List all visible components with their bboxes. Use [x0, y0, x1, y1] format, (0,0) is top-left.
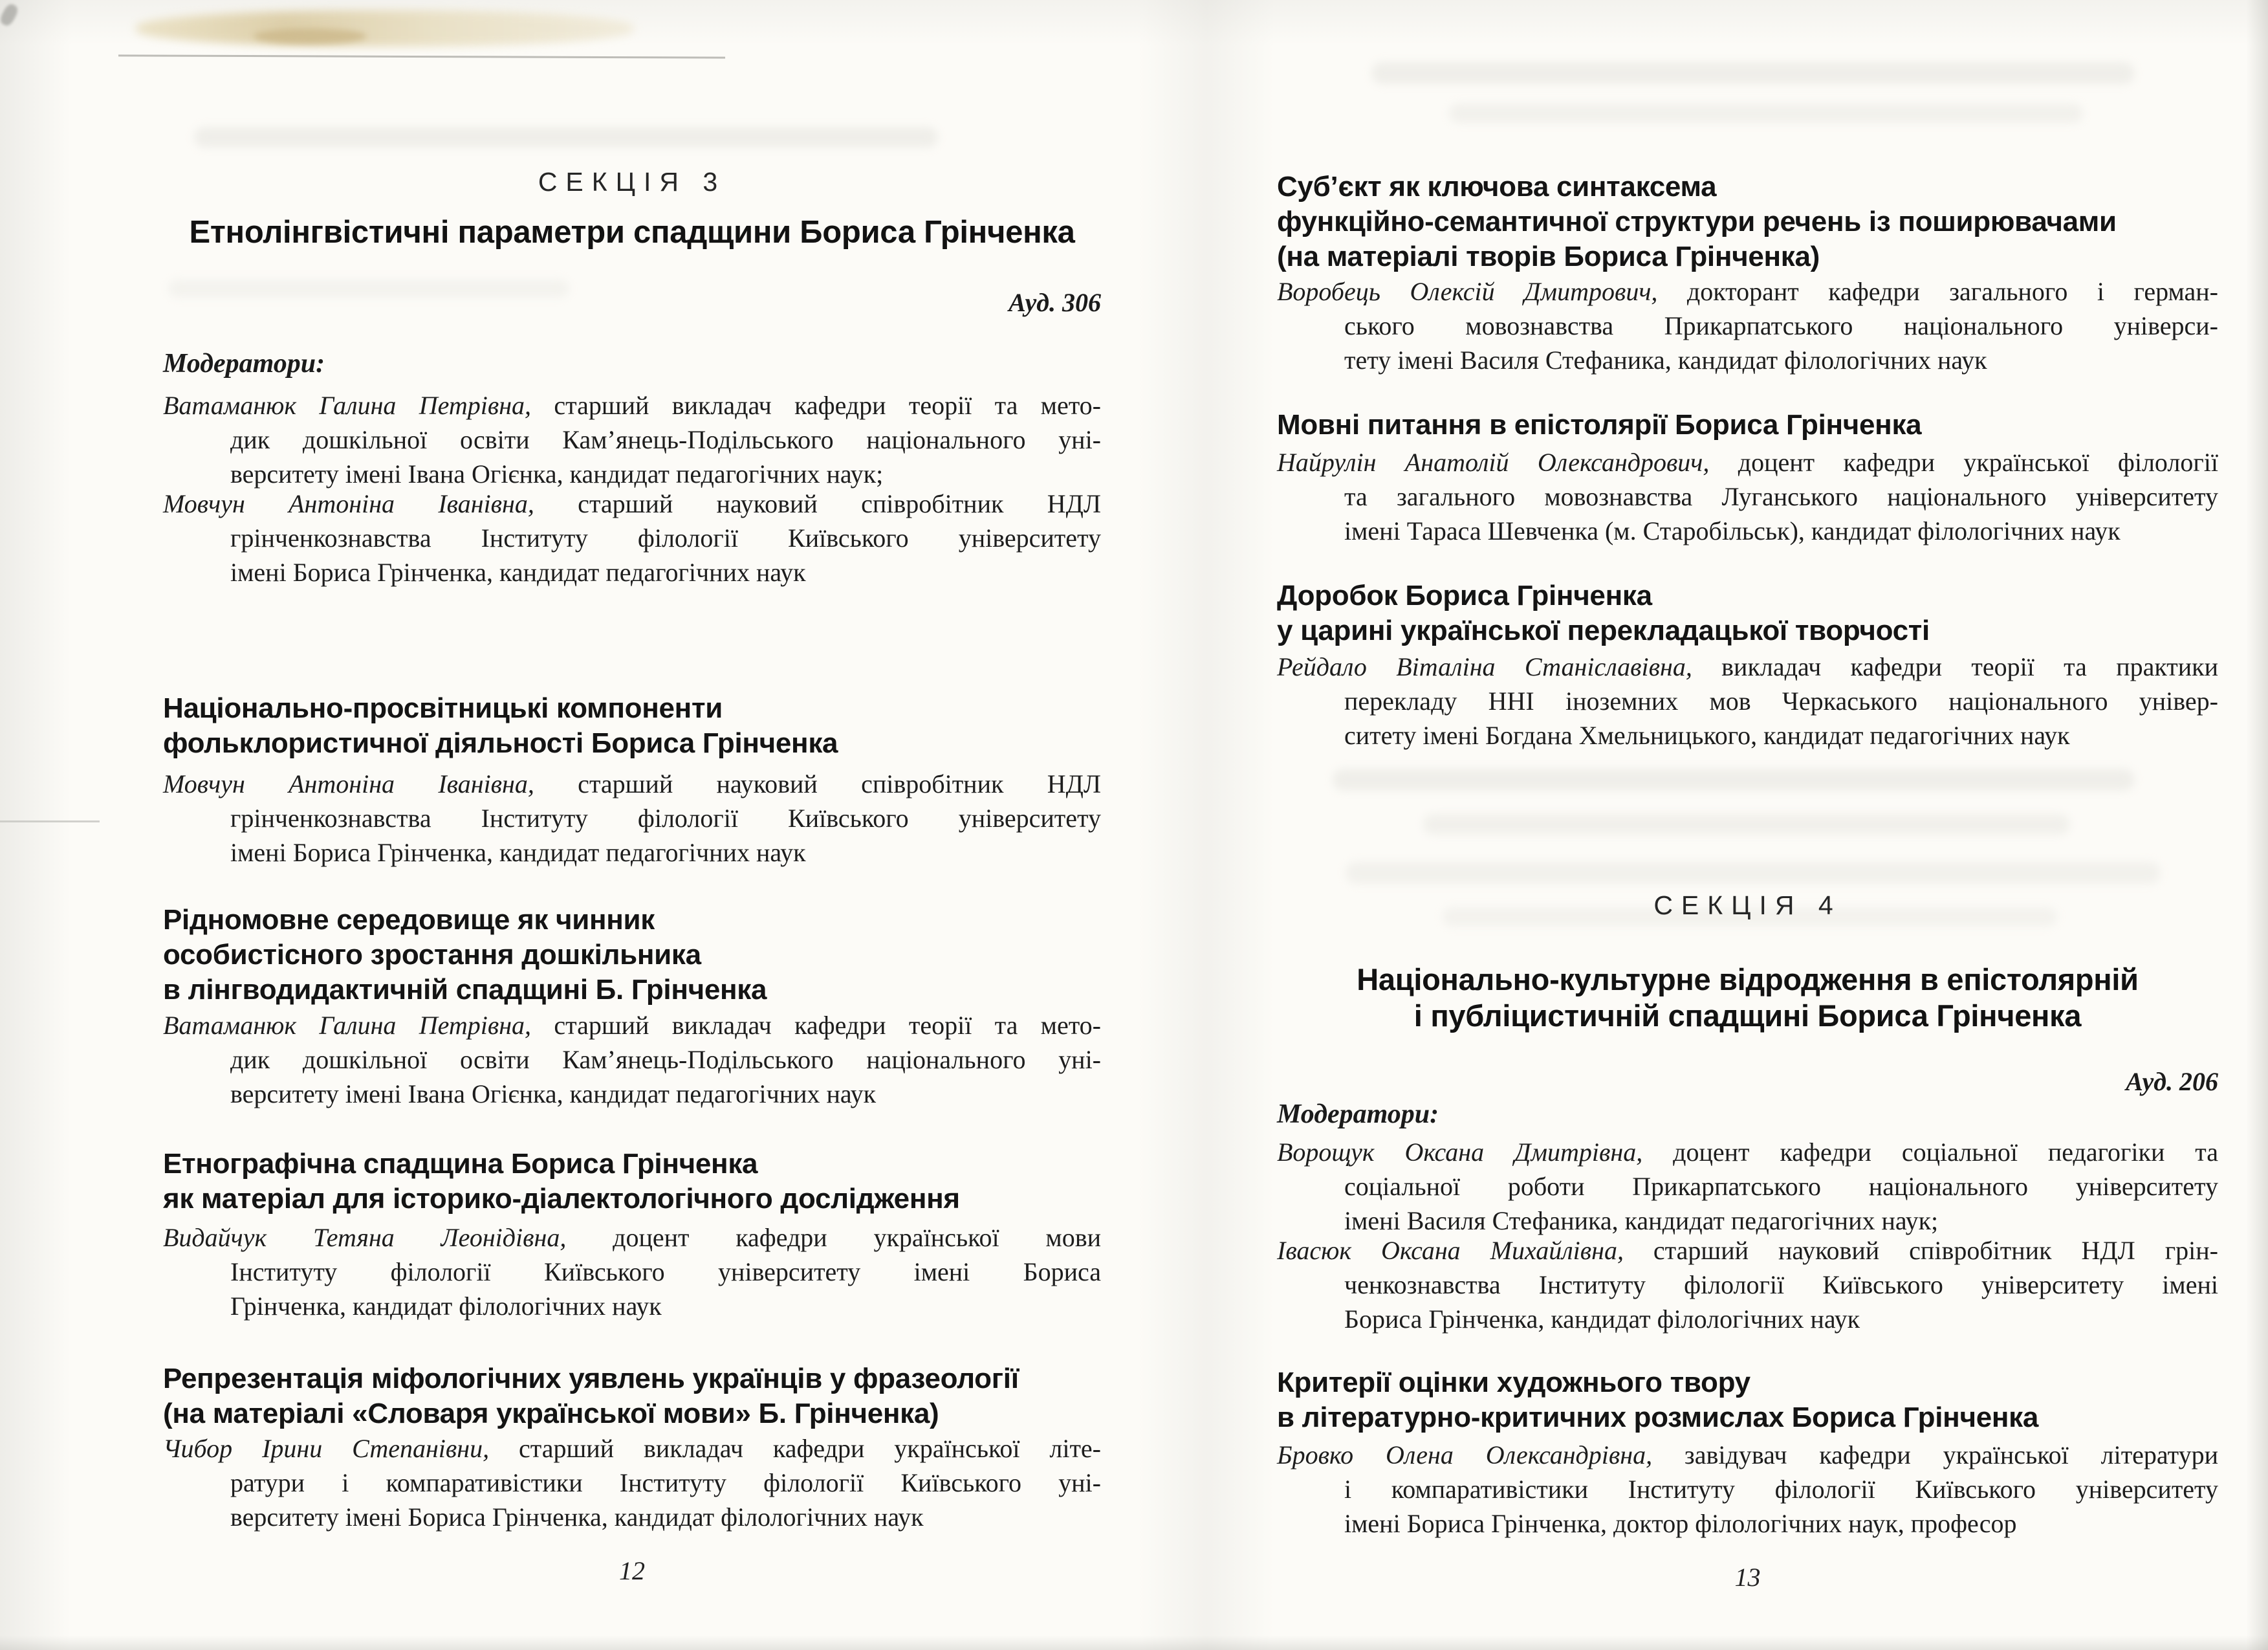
speaker-affiliation: викладач кафедри теорії та практики [1692, 652, 2218, 681]
speaker-affiliation: докторант кафедри загального і герман- [1657, 277, 2218, 306]
moderator-entry [1277, 1233, 2218, 1336]
talk-title: Національно-просвітницькі компоненти фольклористичної діяльності Бориса Грінченка [163, 692, 838, 759]
moderator-affiliation: старший науковий співробітник НДЛ [534, 489, 1101, 518]
talk-title: Доробок Бориса Грінченка у царині української перекладацької творчості [1277, 580, 1930, 646]
moderators-label-left: Модератори: [163, 349, 325, 379]
speaker-affiliation-line: дик дошкільної освіти Кам’янець-Подільського національного уні- [230, 1045, 1101, 1074]
moderator-entry [163, 388, 1101, 491]
section4-label: СЕКЦІЯ 4 [1653, 890, 1842, 920]
speaker-affiliation-line: Грінченка, кандидат філологічних наук [230, 1292, 662, 1321]
moderator-name: Ворощук Оксана Дмитрівна, [1277, 1138, 1643, 1167]
moderator-affiliation-line: Бориса Грінченка, кандидат філологічних наук [1344, 1304, 1860, 1334]
speaker-affiliation-line: ситету імені Богдана Хмельницького, кандидат педагогічних наук [1344, 721, 2070, 750]
speaker-affiliation: старший викладач кафедри української літе- [489, 1434, 1101, 1463]
scan-edge-shadow-left [0, 0, 71, 1650]
talk-title: Суб’єкт як ключова синтаксема функційно-семантичної структури речень із поширювачами (на матеріалі творів Бориса Грінченка) [1277, 171, 2117, 272]
left-margin-page-edge-line [0, 820, 100, 822]
speaker-affiliation-line: імені Тараса Шевченка (м. Старобільськ), кандидат філологічних наук [1344, 516, 2121, 545]
speaker-affiliation-line: верситету імені Бориса Грінченка, кандидат філологічних наук [230, 1502, 924, 1532]
moderator-name: Івасюк Оксана Михайлівна, [1277, 1236, 1624, 1265]
paper-stain [136, 10, 634, 47]
section3-room: Ауд. 306 [1009, 288, 1101, 317]
section3-label: СЕКЦІЯ 3 [538, 167, 726, 197]
talk-title: Критерії оцінки художнього твору в літературно-критичних розмислах Бориса Грінченка [1277, 1367, 2039, 1433]
talk-title: Рідномовне середовище як чинник особистісного зростання дошкільника в лінгводидактичній спадщині Б. Грінченка [163, 904, 767, 1006]
moderator-affiliation: доцент кафедри соціальної педагогіки та [1642, 1138, 2218, 1167]
speaker-affiliation-line: імені Бориса Грінченка, доктор філологічних наук, професор [1344, 1509, 2017, 1538]
speaker-name: Видайчук Тетяна Леонідівна, [163, 1223, 567, 1252]
speaker-affiliation-line: тету імені Василя Стефаника, кандидат філологічних наук [1344, 346, 1987, 375]
talk-speaker [1277, 1438, 2218, 1541]
bleed-ghost [1346, 862, 2161, 884]
talk-title: Мовні питання в епістолярії Бориса Грінченка [1277, 409, 1922, 441]
talk-speaker [163, 767, 1101, 870]
speaker-name: Рейдало Віталіна Станіславівна, [1277, 652, 1692, 681]
moderator-entry [163, 487, 1101, 589]
speaker-name: Мовчун Антоніна Іванівна, [163, 769, 534, 798]
section4-title: Національно-культурне відродження в епістолярній і публіцистичній спадщині Бориса Грінченка [1357, 962, 2139, 1033]
paper-stain-dark [254, 28, 367, 44]
bleed-ghost [1449, 104, 2083, 123]
speaker-affiliation-line: ського мовознавства Прикарпатського національного універси- [1344, 311, 2218, 340]
speaker-affiliation: доцент кафедри української філології [1709, 448, 2218, 477]
page-number-left: 12 [619, 1556, 645, 1585]
moderator-name: Ватаманюк Галина Петрівна, [163, 391, 532, 420]
moderator-affiliation-line: грінченкознавства Інституту філології Київського університету [230, 523, 1101, 553]
talk-speaker [1277, 650, 2218, 753]
moderator-affiliation: старший викладач кафедри теорії та мето- [531, 391, 1101, 420]
speaker-affiliation: старший науковий співробітник НДЛ [534, 769, 1101, 798]
speaker-name: Чибор Ірини Степанівни, [163, 1434, 490, 1463]
bleed-ghost [1423, 814, 2070, 835]
speaker-affiliation-line: та загального мовознавства Луганського національного університету [1344, 482, 2218, 511]
speaker-affiliation-line: верситету імені Івана Огієнка, кандидат педагогічних наук [230, 1079, 877, 1108]
scan-edge-shadow-right [2246, 0, 2268, 1650]
speaker-affiliation-line: і компаративістики Інституту філології Київського університету [1344, 1475, 2218, 1504]
speaker-name: Воробець Олексій Дмитрович, [1277, 277, 1658, 306]
page-gutter-shadow [1139, 0, 1274, 1650]
scan-edge-shadow-bottom [0, 1636, 2268, 1650]
speaker-affiliation: завідувач кафедри української літератури [1652, 1440, 2218, 1469]
talk-title: Репрезентація міфологічних уявлень українців у фразеології (на матеріалі «Словаря української мови» Б. Грінченка) [163, 1363, 1019, 1429]
moderator-affiliation-line: ченкознавства Інституту філології Київського університету імені [1344, 1270, 2218, 1299]
speaker-affiliation-line: перекладу ННІ іноземних мов Черкаського національного універ- [1344, 687, 2218, 716]
speaker-affiliation-line: ратури і компаративістики Інституту філології Київського уні- [230, 1468, 1101, 1497]
bleed-ghost [1333, 769, 2135, 791]
bleed-ghost [194, 127, 938, 148]
talk-title: Етнографічна спадщина Бориса Грінченка як матеріал для історико-діалектологічного дослідження [163, 1148, 960, 1215]
talk-speaker [163, 1431, 1101, 1534]
moderator-name: Мовчун Антоніна Іванівна, [163, 489, 534, 518]
section3-title: Етнолінгвістичні параметри спадщини Бориса Грінченка [189, 215, 1075, 250]
talk-speaker [1277, 274, 2218, 377]
moderator-affiliation-line: імені Василя Стефаника, кандидат педагогічних наук; [1344, 1206, 1939, 1235]
bleed-ghost [1371, 62, 2135, 84]
moderator-affiliation-line: соціальної роботи Прикарпатського національного університету [1344, 1172, 2218, 1201]
moderator-affiliation-line: дик дошкільної освіти Кам’янець-Подільського національного уні- [230, 425, 1101, 454]
page-number-right: 13 [1734, 1563, 1761, 1592]
speaker-name: Ватаманюк Галина Петрівна, [163, 1011, 532, 1040]
talk-speaker [1277, 445, 2218, 548]
speaker-affiliation-line: Інституту філології Київського університету імені Бориса [230, 1257, 1101, 1286]
speaker-affiliation-line: грінченкознавства Інституту філології Київського університету [230, 804, 1101, 833]
speaker-affiliation: старший викладач кафедри теорії та мето- [531, 1011, 1101, 1040]
moderator-affiliation-line: імені Бориса Грінченка, кандидат педагогічних наук [230, 558, 806, 587]
moderator-affiliation: старший науковий співробітник НДЛ грін- [1623, 1236, 2218, 1265]
underlying-page-edge-line [118, 54, 725, 58]
talk-speaker [163, 1008, 1101, 1111]
speaker-affiliation: доцент кафедри української мови [566, 1223, 1101, 1252]
moderator-entry [1277, 1135, 2218, 1238]
section4-room: Ауд. 206 [2126, 1067, 2218, 1096]
moderator-affiliation-line: верситету імені Івана Огієнка, кандидат педагогічних наук; [230, 459, 884, 489]
talk-speaker [163, 1220, 1101, 1323]
moderators-label-right: Модератори: [1277, 1099, 1439, 1129]
speaker-name: Бровко Олена Олександрівна, [1277, 1440, 1653, 1469]
speaker-affiliation-line: імені Бориса Грінченка, кандидат педагогічних наук [230, 838, 806, 867]
speaker-name: Найрулін Анатолій Олександрович, [1277, 448, 1710, 477]
